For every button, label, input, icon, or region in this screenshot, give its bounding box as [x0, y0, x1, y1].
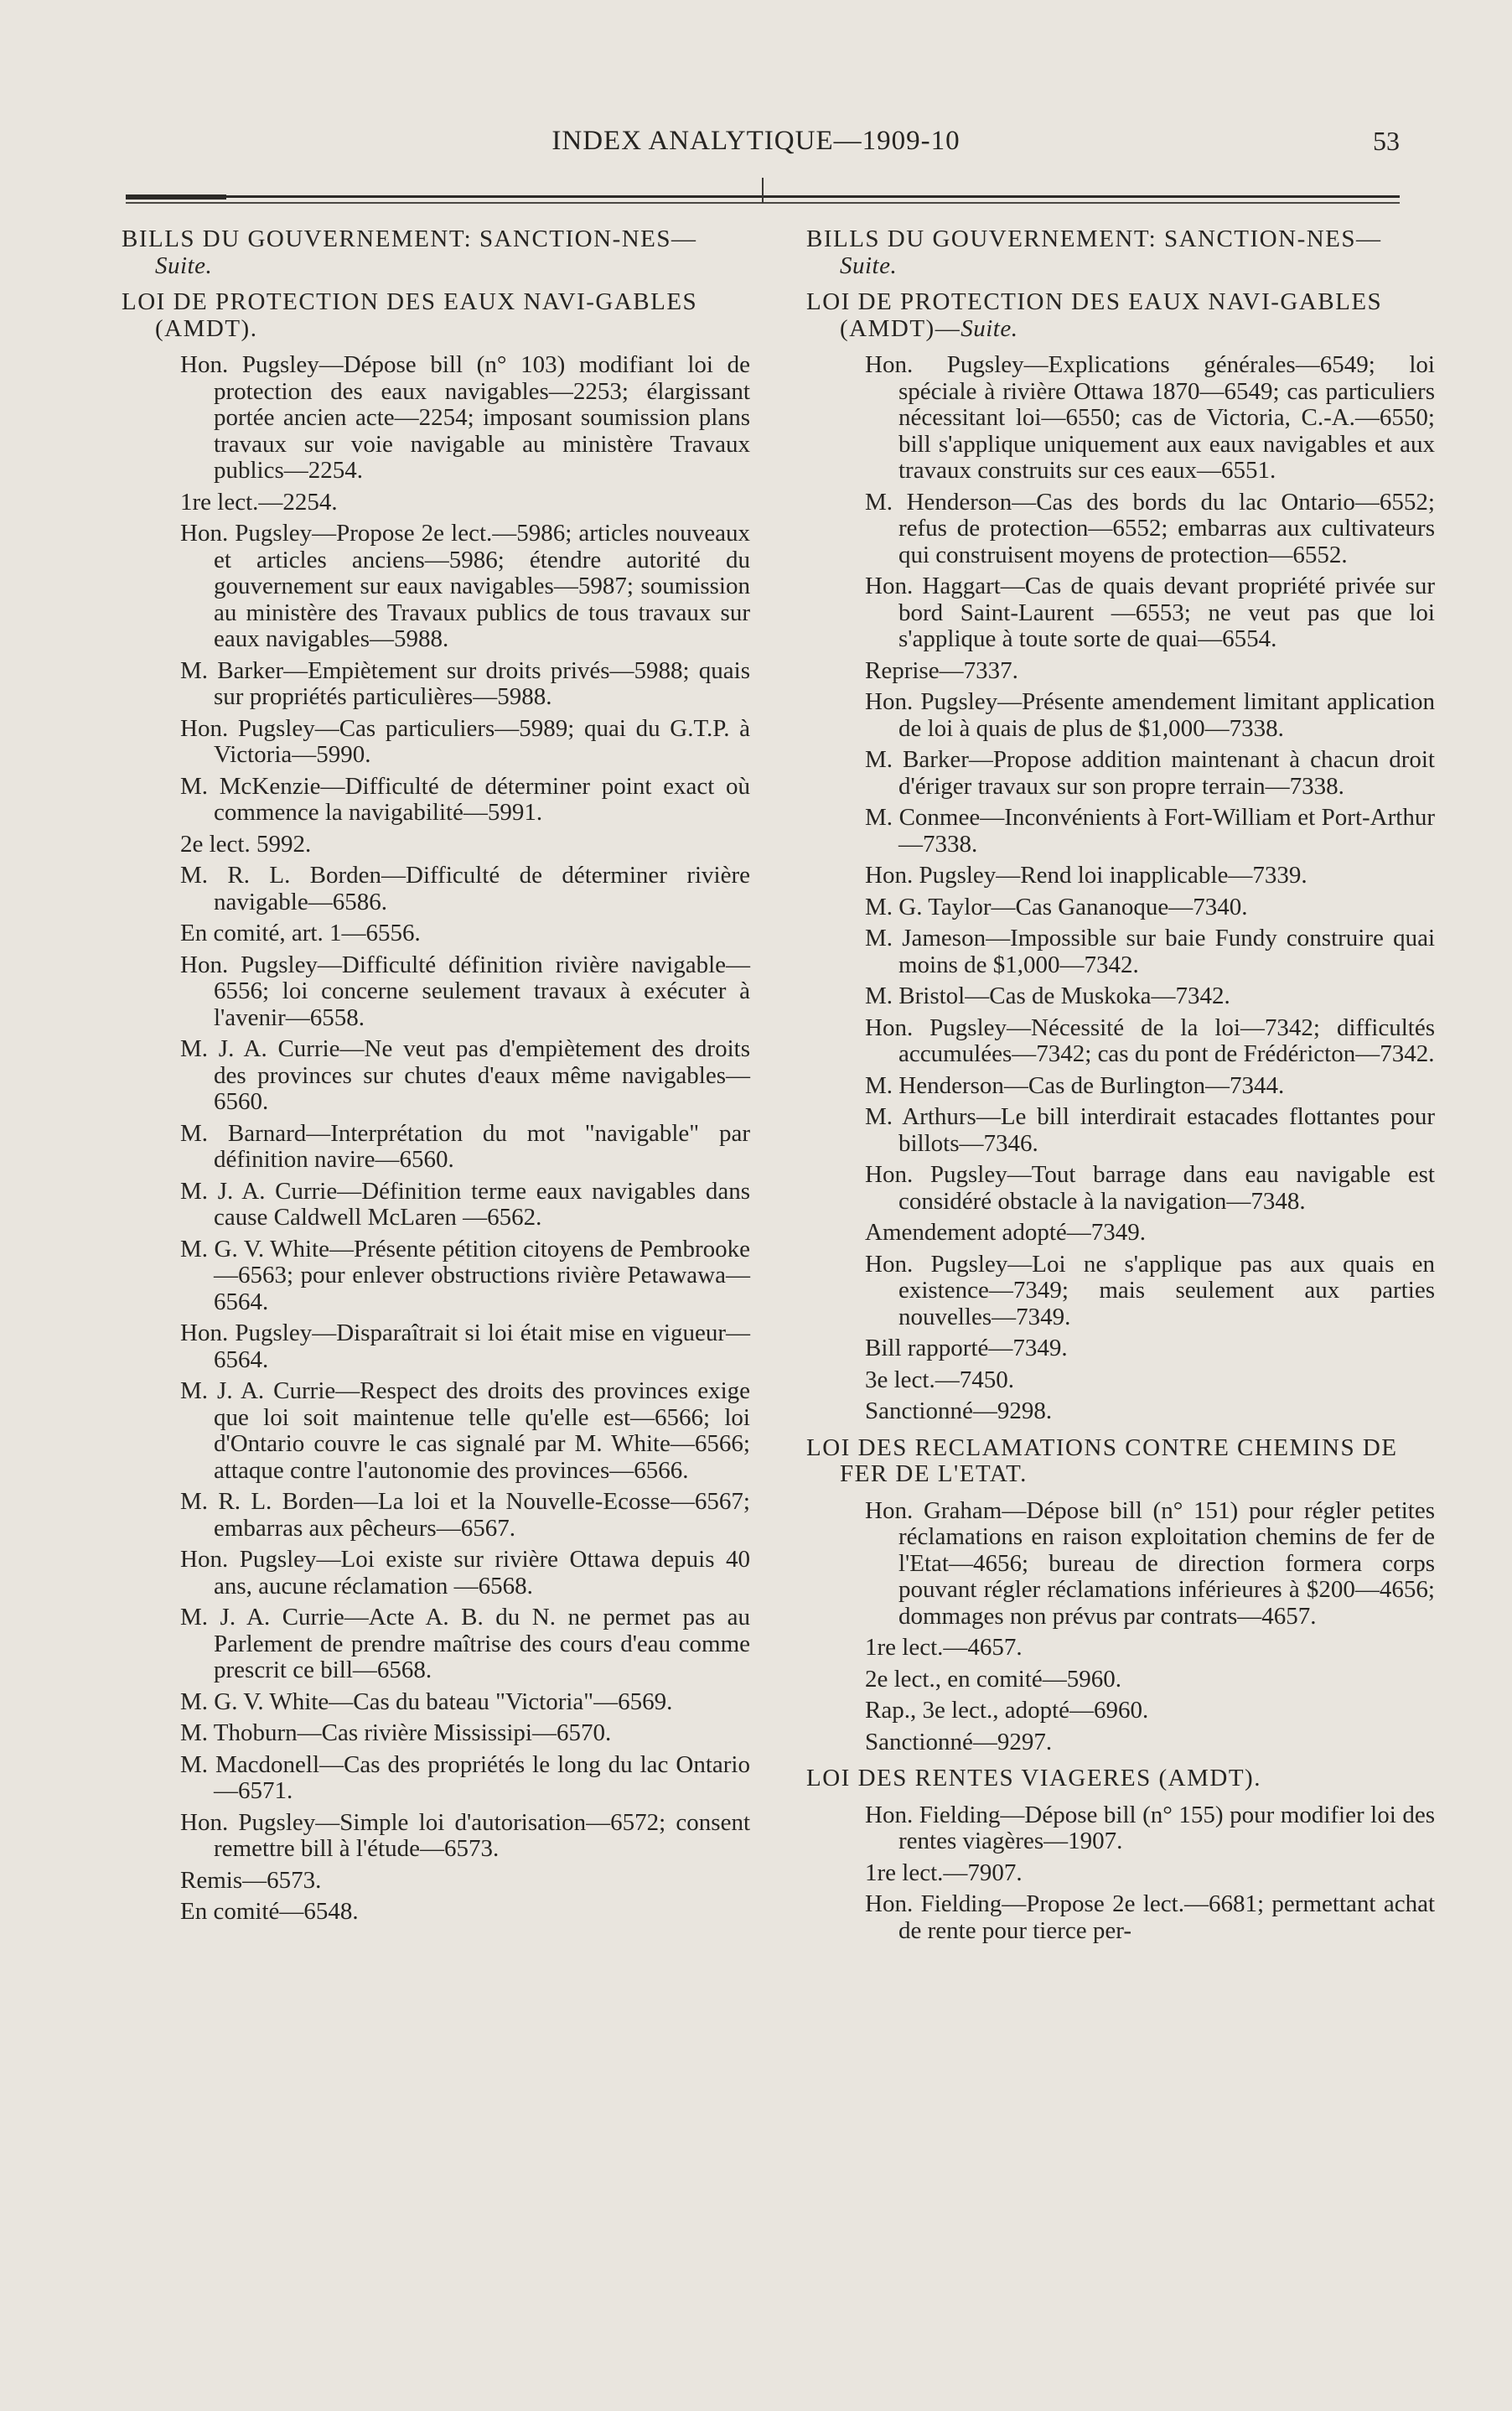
index-entry: M. Henderson—Cas des bords du lac Ontario—6552; refus de protection—6552; embarras aux cultivateurs qui construisent moyens de protection—6552.	[865, 488, 1435, 568]
index-entry: Sanctionné—9297.	[865, 1728, 1053, 1755]
index-entry: M. G. V. White—Présente pétition citoyens de Pembrooke—6563; pour enlever obstructions rivière Petawawa—6564.	[180, 1235, 750, 1315]
index-entry: Hon. Graham—Dépose bill (n° 151) pour régler petites réclamations en raison exploitation chemins de fer de l'Etat—4656; bureau de direction formera corps pouvant régler réclamations inférieures à $200—4656; dommages non prévus par contrats—4657.	[865, 1496, 1435, 1630]
index-entry: 2e lect. 5992.	[180, 830, 312, 858]
index-entry: 1re lect.—2254.	[180, 488, 338, 516]
index-entry: 2e lect., en comité—5960.	[865, 1665, 1122, 1693]
section-heading	[122, 226, 750, 279]
subsection-heading: LOI DE PROTECTION DES EAUX NAVI-GABLES (AMDT).	[122, 288, 698, 342]
index-entry: Rap., 3e lect., adopté—6960.	[865, 1697, 1149, 1724]
heading-suite: Suite.	[155, 251, 213, 279]
index-entry: Remis—6573.	[180, 1866, 322, 1894]
index-entry: M. Barker—Propose addition maintenant à chacun droit d'ériger travaux sur son propre terrain—7338.	[865, 746, 1435, 800]
index-entry: Hon. Pugsley—Cas particuliers—5989; quai du G.T.P. à Victoria—5990.	[180, 714, 750, 768]
index-entry: Hon. Pugsley—Difficulté définition rivière navigable—6556; loi concerne seulement travaux à exécuter à l'avenir—6558.	[180, 951, 750, 1031]
section-heading	[806, 226, 1435, 279]
index-entry: Hon. Pugsley—Simple loi d'autorisation—6572; consent remettre bill à l'étude—6573.	[180, 1808, 750, 1862]
index-entry: Hon. Pugsley—Loi existe sur rivière Ottawa depuis 40 ans, aucune réclamation —6568.	[180, 1546, 750, 1600]
index-entry: M. McKenzie—Difficulté de déterminer point exact où commence la navigabilité—5991.	[180, 772, 750, 826]
heading-text: LOI DE PROTECTION DES EAUX NAVI-GABLES (AMDT)—	[806, 288, 1383, 342]
index-entry: M. G. V. White—Cas du bateau "Victoria"—6569.	[180, 1688, 673, 1715]
index-entry: 1re lect.—4657.	[865, 1634, 1023, 1661]
index-entry: M. Barker—Empiètement sur droits privés—5988; quais sur propriétés particulières—5988.	[180, 656, 750, 710]
index-entry: En comité—6548.	[180, 1898, 359, 1925]
index-entry: M. Macdonell—Cas des propriétés le long du lac Ontario—6571.	[180, 1750, 750, 1804]
index-entry: M. Jameson—Impossible sur baie Fundy construire quai moins de $1,000—7342.	[865, 925, 1435, 978]
index-entry: 1re lect.—7907.	[865, 1859, 1023, 1886]
index-entry: 3e lect.—7450.	[865, 1366, 1014, 1393]
index-entry: Hon. Haggart—Cas de quais devant propriété privée sur bord Saint-Laurent —6553; ne veut pas que loi s'applique à toute sorte de quai—6554.	[865, 573, 1435, 652]
page-number: 53	[1373, 126, 1400, 156]
index-entry: Amendement adopté—7349.	[865, 1219, 1147, 1246]
index-entry: Hon. Pugsley—Dépose bill (n° 103) modifiant loi de protection des eaux navigables—2253; élargissant portée ancien acte—2254; imposant soumission plans travaux sur voie navigable au ministère Travaux publics—2254.	[180, 351, 750, 484]
heading-suite: Suite.	[840, 251, 898, 279]
index-entry: Hon. Pugsley—Présente amendement limitant application de loi à quais de plus de $1,000—7338.	[865, 688, 1435, 742]
index-entry: M. J. A. Currie—Respect des droits des provinces exige que loi soit maintenue telle qu'elle est—6566; loi d'Ontario couvre le cas signalé par M. White—6566; attaque contre l'autonomie des provinces—6566.	[180, 1377, 750, 1484]
column-divider	[762, 178, 764, 203]
index-entry: M. Thoburn—Cas rivière Mississipi—6570.	[180, 1719, 612, 1746]
index-entry: M. Bristol—Cas de Muskoka—7342.	[865, 983, 1230, 1009]
index-entry: En comité, art. 1—6556.	[180, 920, 421, 946]
right-column	[806, 226, 1435, 1949]
index-entry: M. J. A. Currie—Ne veut pas d'empiètement des droits des provinces sur chutes d'eaux même navigables—6560.	[180, 1035, 750, 1115]
index-entry: Reprise—7337.	[865, 656, 1018, 684]
index-entry: Hon. Fielding—Dépose bill (n° 155) pour modifier loi des rentes viagères—1907.	[865, 1801, 1435, 1854]
index-entry: Hon. Fielding—Propose 2e lect.—6681; permettant achat de rente pour tierce per-	[865, 1890, 1435, 1944]
index-entry: Hon. Pugsley—Nécessité de la loi—7342; difficultés accumulées—7342; cas du pont de Frédéricton—7342.	[865, 1014, 1435, 1067]
index-entry: M. Henderson—Cas de Burlington—7344.	[865, 1071, 1285, 1099]
index-entry: M. Arthurs—Le bill interdirait estacades flottantes pour billots—7346.	[865, 1103, 1435, 1157]
index-entry: Sanctionné—9298.	[865, 1397, 1053, 1424]
index-entry: M. Conmee—Inconvénients à Fort-William et Port-Arthur—7338.	[865, 804, 1435, 858]
subsection-heading: LOI DES RECLAMATIONS CONTRE CHEMINS DE FER DE L'ETAT.	[806, 1434, 1398, 1487]
left-column	[122, 226, 750, 1931]
index-entry: M. J. A. Currie—Définition terme eaux navigables dans cause Caldwell McLaren —6562.	[180, 1177, 750, 1231]
index-entry: Hon. Pugsley—Disparaîtrait si loi était mise en vigueur—6564.	[180, 1320, 750, 1373]
index-entry: Hon. Pugsley—Tout barrage dans eau navigable est considéré obstacle à la navigation—7348.	[865, 1161, 1435, 1215]
index-entry: M. Barnard—Interprétation du mot "navigable" par définition navire—6560.	[180, 1119, 750, 1173]
running-title: INDEX ANALYTIQUE—1909-10	[551, 126, 961, 156]
index-entry: M. R. L. Borden—Difficulté de déterminer rivière navigable—6586.	[180, 862, 750, 915]
index-entry: Hon. Pugsley—Rend loi inapplicable—7339.	[865, 862, 1307, 889]
index-entry: M. J. A. Currie—Acte A. B. du N. ne permet pas au Parlement de prendre maîtrise des cours d'eau comme prescrit ce bill—6568.	[180, 1604, 750, 1683]
heading-suite: Suite.	[961, 314, 1018, 342]
running-header	[0, 126, 1512, 168]
index-entry: Hon. Pugsley—Propose 2e lect.—5986; articles nouveaux et articles anciens—5986; étendre autorité du gouvernement sur eaux navigables—5987; soumission au ministère des Travaux publics de tous travaux sur eaux navigables—5988.	[180, 520, 750, 652]
index-entry: Hon. Pugsley—Explications générales—6549; loi spéciale à rivière Ottawa 1870—6549; cas particuliers nécessitant loi—6550; cas de Victoria, C.-A.—6550; bill s'applique uniquement aux eaux navigables et aux travaux construits sur ces eaux—6551.	[865, 351, 1435, 484]
index-entry: Bill rapporté—7349.	[865, 1335, 1068, 1361]
index-entry: M. R. L. Borden—La loi et la Nouvelle-Ecosse—6567; embarras aux pêcheurs—6567.	[180, 1488, 750, 1542]
heading-text: BILLS DU GOUVERNEMENT: SANCTION-NES—	[122, 226, 697, 252]
heading-text: BILLS DU GOUVERNEMENT: SANCTION-NES—	[806, 226, 1382, 252]
subsection-heading: LOI DES RENTES VIAGERES (AMDT).	[806, 1765, 1261, 1791]
index-entry: Hon. Pugsley—Loi ne s'applique pas aux quais en existence—7349; mais seulement aux parties nouvelles—7349.	[865, 1250, 1435, 1330]
subsection-heading	[806, 289, 1435, 342]
index-entry: M. G. Taylor—Cas Gananoque—7340.	[865, 893, 1248, 920]
